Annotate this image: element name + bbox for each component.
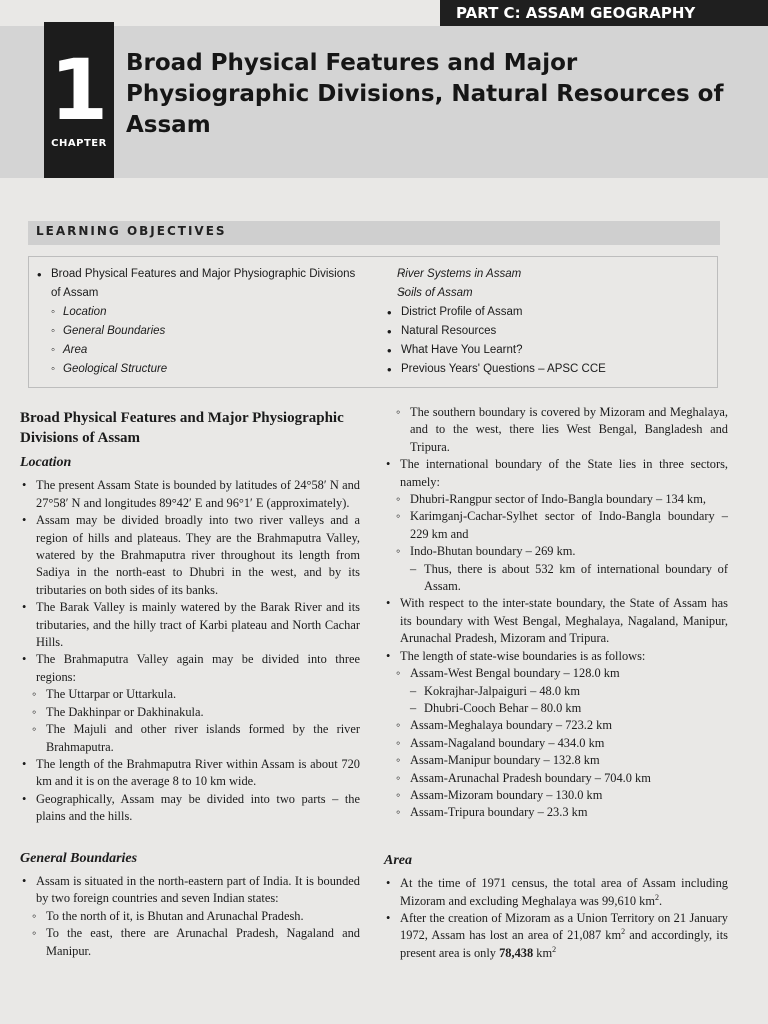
present-area-value: 78,438 — [499, 945, 534, 960]
superscript: 2 — [621, 927, 626, 937]
objectives-left-column — [35, 265, 365, 379]
superscript: 2 — [552, 944, 557, 954]
objective-item: • Broad Physical Features and Major Physiographic Divisions of Assam — [35, 265, 365, 303]
objective-item: • What Have You Learnt? — [385, 341, 705, 360]
bullet-item: • With respect to the inter-state boundary, the State of Assam has its boundary with West Bengal, Meghalaya, Nagaland, Manipur, Arunachal Pradesh, Mizoram and Tripura. — [384, 595, 728, 647]
sub-bullet-item: ◦ Dhubri-Rangpur sector of Indo-Bangla boundary – 134 km, — [384, 491, 728, 508]
sub-bullet-item: ◦ Assam-Nagaland boundary – 434.0 km — [384, 735, 728, 752]
bullet-item: • Assam may be divided broadly into two river valleys and a region of hills and plateaus. They are the Brahmaputra Valley, watered by the Brahmaputra river throughout its length from Sadiya in the north-east to Dhubri in the west, and by its tributaries on both sides of its banks. — [20, 512, 360, 599]
right-text-column — [384, 404, 728, 962]
sub-bullet-item: ◦ The southern boundary is covered by Mizoram and Meghalaya, and to the west, there lies West Bengal, Bangladesh and Tripura. — [384, 404, 728, 456]
sub-bullet-item: ◦ Assam-Arunachal Pradesh boundary – 704.0 km — [384, 770, 728, 787]
bullet-item: • The international boundary of the State lies in three sectors, namely: — [384, 456, 728, 491]
bullet-item: • The length of the Brahmaputra River within Assam is about 720 km and it is on the average 8 to 10 km wide. — [20, 756, 360, 791]
sub-bullet-item: ◦ Assam-Mizoram boundary – 130.0 km — [384, 787, 728, 804]
sub-bullet-item: ◦ Assam-West Bengal boundary – 128.0 km — [384, 665, 728, 682]
sub-bullet-item: ◦ The Majuli and other river islands formed by the river Brahmaputra. — [20, 721, 360, 756]
bullet-item: • The Barak Valley is mainly watered by the Barak River and its tributaries, and the hilly tract of Karbi plateau and North Cachar Hills. — [20, 599, 360, 651]
sub-bullet-item: ◦ Assam-Manipur boundary – 132.8 km — [384, 752, 728, 769]
objectives-right-column — [385, 265, 705, 379]
sub-bullet-item: ◦ To the north of it, is Bhutan and Arunachal Pradesh. — [20, 908, 360, 925]
area-text: and accordingly, its present area is only — [400, 928, 728, 960]
area-text: At the time of 1971 census, the total area of Assam including Mizoram and excluding Meghalaya was 99,610 km — [400, 876, 728, 908]
superscript: 2 — [654, 892, 659, 902]
area-heading: Area — [384, 852, 412, 868]
sub-bullet-item: ◦ To the east, there are Arunachal Pradesh, Nagaland and Manipur. — [20, 925, 360, 960]
general-boundaries-heading: General Boundaries — [20, 850, 138, 866]
part-banner: PART C: ASSAM GEOGRAPHY — [440, 0, 768, 26]
dash-item: – Thus, there is about 532 km of international boundary of Assam. — [384, 561, 728, 596]
learning-objectives-bar — [28, 221, 720, 245]
sub-bullet-item: ◦ Karimganj-Cachar-Sylhet sector of Indo-Bangla boundary – 229 km and — [384, 508, 728, 543]
objective-subitem: ◦ General Boundaries — [35, 322, 365, 341]
bullet-item — [384, 910, 728, 962]
bullet-item — [384, 875, 728, 910]
objective-subitem: ◦ River Systems in Assam — [385, 265, 705, 284]
sub-bullet-item: ◦ Indo-Bhutan boundary – 269 km. — [384, 543, 728, 560]
objective-subitem: ◦ Location — [35, 303, 365, 322]
objective-subitem: ◦ Area — [35, 341, 365, 360]
bullet-item: • Assam is situated in the north-eastern part of India. It is bounded by two foreign countries and seven Indian states: — [20, 873, 360, 908]
objective-item: • District Profile of Assam — [385, 303, 705, 322]
sub-bullet-item: ◦ The Uttarpar or Uttarkula. — [20, 686, 360, 703]
objective-item: • Previous Years' Questions – APSC CCE — [385, 360, 705, 379]
chapter-number: 1 — [49, 41, 109, 139]
sub-bullet-item: ◦ The Dakhinpar or Dakhinakula. — [20, 704, 360, 721]
bullet-item: • The present Assam State is bounded by latitudes of 24°58′ N and 27°58′ N and longitudes 89°42′ E and 96°1′ E (approximately). — [20, 477, 360, 512]
section-heading: Broad Physical Features and Major Physiographic Divisions of Assam — [20, 410, 344, 446]
bullet-item: • Geographically, Assam may be divided into two parts – the plains and the hills. — [20, 791, 360, 826]
dash-item: – Kokrajhar-Jalpaiguri – 48.0 km — [384, 683, 728, 700]
chapter-label: CHAPTER — [51, 138, 107, 149]
objective-subitem: ◦ Soils of Assam — [385, 284, 705, 303]
left-text-column — [20, 404, 360, 960]
sub-bullet-item: ◦ Assam-Tripura boundary – 23.3 km — [384, 804, 728, 821]
area-text: After the creation of Mizoram as a Union Territory on 21 January 1972, Assam has lost an area of 21,087 km — [400, 910, 728, 943]
chapter-box — [44, 22, 114, 178]
learning-objectives-box — [28, 256, 718, 388]
dash-item: – Dhubri-Cooch Behar – 80.0 km — [384, 700, 728, 717]
objective-item: • Natural Resources — [385, 322, 705, 341]
bullet-item: • The length of state-wise boundaries is as follows: — [384, 648, 728, 665]
area-text: km — [533, 945, 553, 960]
learning-objectives-title: LEARNING OBJECTIVES — [36, 224, 227, 238]
sub-bullet-item: ◦ Assam-Meghalaya boundary – 723.2 km — [384, 717, 728, 734]
chapter-title: Broad Physical Features and Major Physiographic Divisions, Natural Resources of Assam — [126, 50, 724, 138]
objective-subitem: ◦ Geological Structure — [35, 360, 365, 379]
location-heading: Location — [20, 455, 72, 470]
area-text: . — [658, 893, 663, 908]
bullet-item: • The Brahmaputra Valley again may be divided into three regions: — [20, 651, 360, 686]
